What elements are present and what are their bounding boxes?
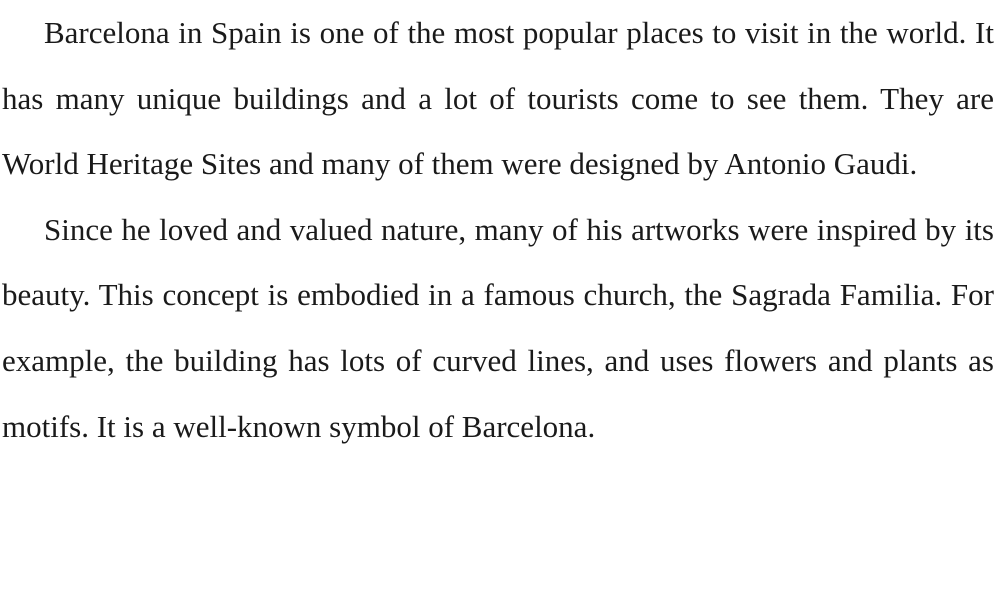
paragraph-gaudi-nature: Since he loved and valued nature, many of his artworks were inspired by its beauty. This concept is embodied in a famous church, the Sagrada Familia. For example, the building has lots of curved lines, and uses flowers and plants as motifs. It is a well-known symbol of Barcelona. <box>2 211 994 444</box>
paragraph-barcelona-intro: Barcelona in Spain is one of the most popular places to visit in the world. It has many unique buildings and a lot of tourists come to see them. They are World Heritage Sites and many of them were designed by Antonio Gaudi. <box>2 15 994 182</box>
